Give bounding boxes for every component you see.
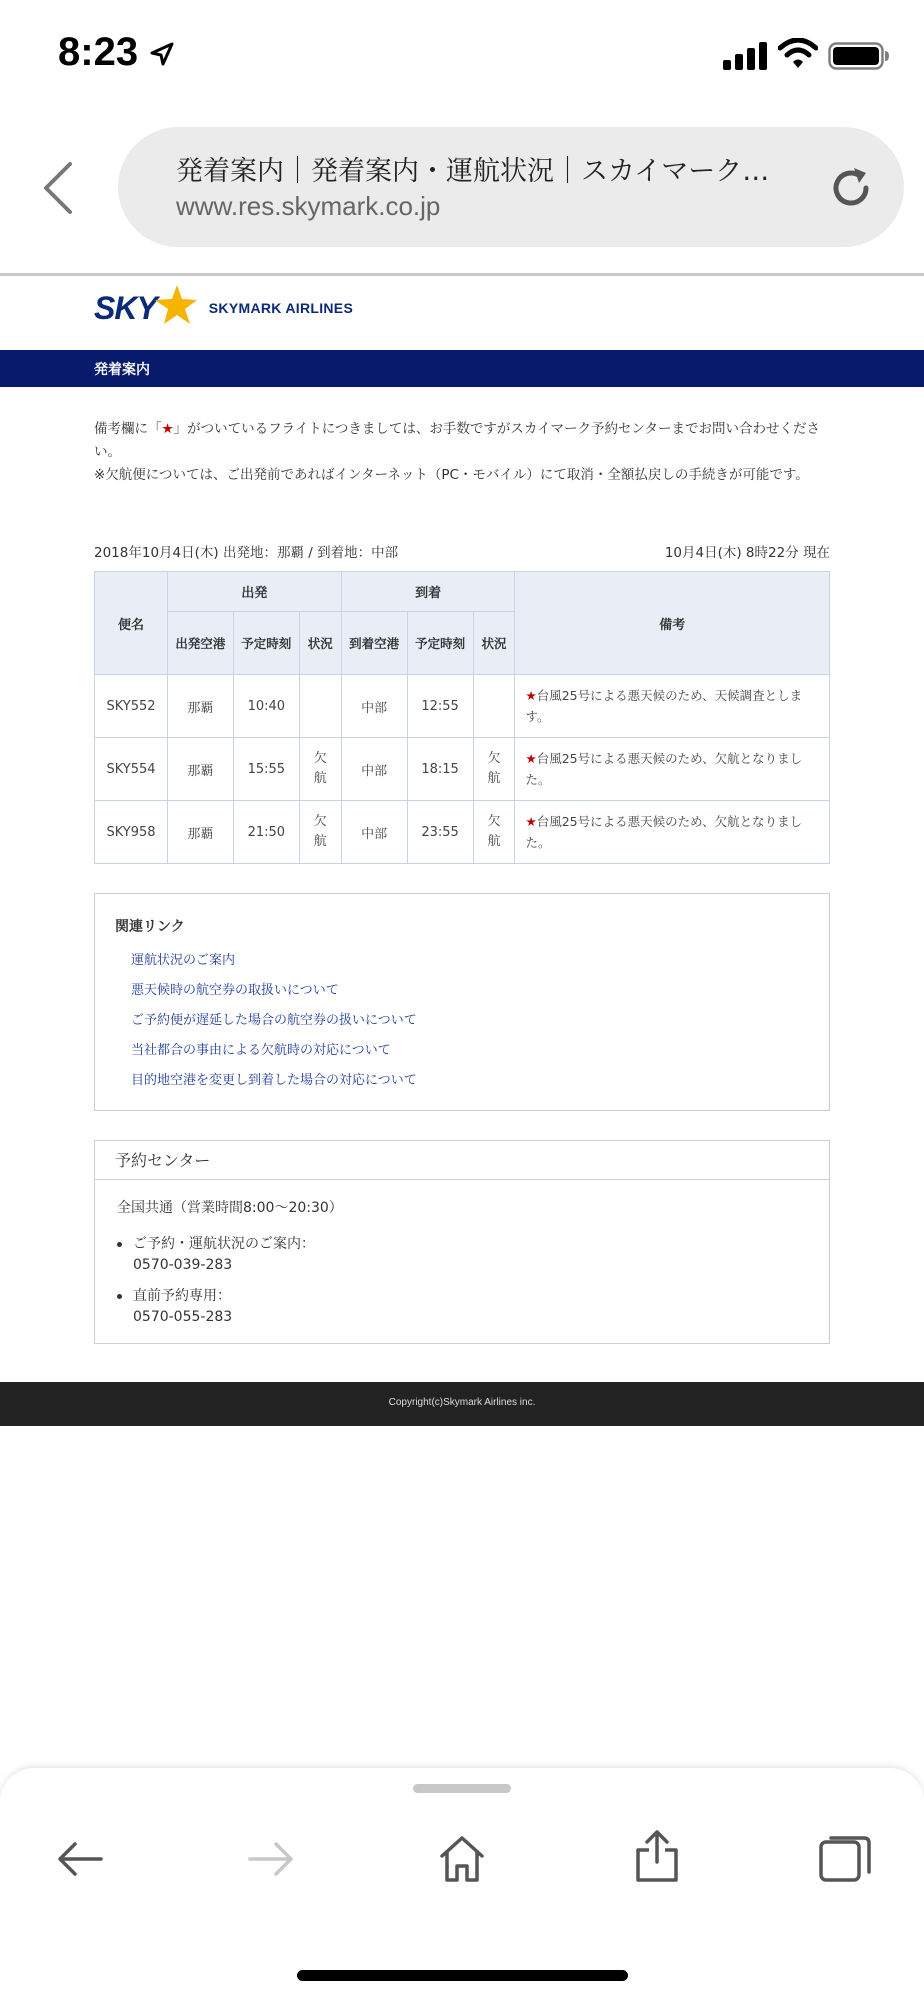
cell-dep-time: 15:55 [233, 738, 299, 801]
home-indicator [297, 1970, 628, 1981]
site-footer [0, 1382, 924, 1426]
reservation-label: ご予約・運航状況のご案内： [133, 1236, 315, 1252]
cell-arr-time: 12:55 [407, 675, 473, 738]
list-item [117, 1286, 315, 1328]
remark-text: 台風25号による悪天候のため、欠航となりました。 [525, 814, 803, 850]
link-bad-weather-tickets[interactable]: 悪天候時の航空券の取扱いについて [131, 983, 339, 998]
cell-flight: SKY958 [95, 801, 168, 864]
list-item [117, 1234, 315, 1276]
browser-toolbar [0, 1768, 924, 2000]
schedule-date-info: 2018年10月4日(木) 出発地：那覇 / 到着地：中部 [94, 545, 399, 561]
cell-arr-time: 23:55 [407, 801, 473, 864]
cell-dep-status [299, 675, 341, 738]
header-arr-status: 状況 [473, 612, 515, 675]
page-nav-bar [0, 350, 924, 387]
location-arrow-icon [150, 42, 174, 66]
link-airport-diversion[interactable]: 目的地空港を変更し到着した場合の対応について [131, 1073, 417, 1088]
cell-dep-time: 21:50 [233, 801, 299, 864]
cell-dep-status [299, 801, 341, 864]
header-arrival: 到着 [341, 572, 515, 612]
skymark-logo[interactable] [94, 288, 353, 328]
page-title: 発着案内 [94, 362, 150, 378]
flight-table [94, 571, 830, 864]
cell-arr-status [473, 738, 515, 801]
table-row [95, 801, 830, 864]
cell-flight: SKY554 [95, 738, 168, 801]
star-mark: ★ [525, 814, 537, 829]
cell-remarks [515, 738, 830, 801]
header-dep-status: 状況 [299, 612, 341, 675]
tabs-icon[interactable] [818, 1834, 872, 1884]
cellular-signal-icon [723, 42, 767, 70]
reservation-hours: 全国共通（営業時間8:00〜20:30） [117, 1200, 343, 1216]
cell-remarks [515, 801, 830, 864]
logo-airlines-text: SKYMARK AIRLINES [208, 300, 354, 316]
battery-icon [828, 42, 890, 70]
cell-arr-airport: 中部 [341, 801, 407, 864]
header-departure: 出発 [167, 572, 341, 612]
arrow-left-icon[interactable] [55, 1834, 105, 1884]
notice-line-1-post: 」がついているフライトにつきましては、お手数ですがスカイマーク予約センターまでお問い合わせください。 [94, 421, 820, 460]
header-arr-airport: 到着空港 [341, 612, 407, 675]
reservation-center-title: 予約センター [95, 1141, 829, 1180]
table-row [95, 738, 830, 801]
cell-arr-airport: 中部 [341, 738, 407, 801]
logo-sky-text: SKY [94, 289, 157, 326]
header-remarks: 備考 [515, 572, 830, 675]
header-dep-airport: 出発空港 [167, 612, 233, 675]
star-logo-icon [153, 285, 197, 325]
copyright-text: Copyright(c)Skymark Airlines inc. [388, 1397, 536, 1408]
table-row [95, 675, 830, 738]
cell-dep-airport: 那覇 [167, 675, 233, 738]
related-links-list [131, 952, 417, 1102]
cell-arr-status [473, 801, 515, 864]
status-time: 8:23 [58, 30, 139, 74]
dep-status-text: 欠航 [313, 751, 327, 786]
notice-text [94, 418, 830, 487]
cell-flight: SKY552 [95, 675, 168, 738]
star-mark: ★ [525, 688, 537, 703]
cell-arr-airport: 中部 [341, 675, 407, 738]
reload-icon[interactable] [828, 165, 874, 211]
link-flight-status[interactable]: 運航状況のご案内 [131, 953, 236, 968]
cell-remarks [515, 675, 830, 738]
status-bar [0, 0, 924, 110]
reservation-phone[interactable]: 0570-055-283 [133, 1309, 233, 1325]
cell-dep-status [299, 738, 341, 801]
browser-page-title: 発着案内｜発着案内・運航状況｜スカイマーク… [176, 156, 770, 187]
notice-line-1-pre: 備考欄に「 [94, 421, 162, 437]
star-mark: ★ [161, 421, 174, 437]
notice-line-2: ※欠航便については、ご出発前であればインターネット（PC・モバイル）にて取消・全額払戻しの手続きが可能です。 [94, 467, 809, 483]
arr-status-text: 欠航 [487, 751, 501, 786]
reservation-list [117, 1234, 315, 1338]
arrow-right-icon[interactable] [246, 1834, 296, 1884]
remark-text: 台風25号による悪天候のため、天候調査とします。 [525, 688, 803, 724]
link-company-cancellation[interactable]: 当社都合の事由による欠航時の対応について [131, 1043, 391, 1058]
share-icon[interactable] [632, 1828, 682, 1884]
browser-divider [0, 273, 924, 276]
cell-dep-time: 10:40 [233, 675, 299, 738]
header-flight: 便名 [95, 572, 168, 675]
related-links-title: 関連リンク [115, 919, 185, 935]
link-delay-tickets[interactable]: ご予約便が遅延した場合の航空券の扱いについて [131, 1013, 417, 1028]
arr-status-text: 欠航 [487, 814, 501, 849]
remark-text: 台風25号による悪天候のため、欠航となりました。 [525, 751, 803, 787]
reservation-center-box [94, 1140, 830, 1344]
wifi-icon [778, 38, 818, 70]
home-icon[interactable] [437, 1834, 487, 1884]
dep-status-text: 欠航 [313, 814, 327, 849]
header-arr-time: 予定時刻 [407, 612, 473, 675]
address-bar[interactable] [118, 127, 904, 247]
star-mark: ★ [525, 751, 537, 766]
cell-arr-status [473, 675, 515, 738]
cell-arr-time: 18:15 [407, 738, 473, 801]
cell-dep-airport: 那覇 [167, 738, 233, 801]
schedule-as-of: 10月4日(木) 8時22分 現在 [664, 545, 830, 561]
sheet-grabber[interactable] [413, 1784, 511, 1793]
header-dep-time: 予定時刻 [233, 612, 299, 675]
notice-line-1 [94, 418, 830, 464]
chevron-left-icon[interactable] [40, 160, 76, 216]
reservation-phone[interactable]: 0570-039-283 [133, 1257, 233, 1273]
cell-dep-airport: 那覇 [167, 801, 233, 864]
related-links-box [94, 893, 830, 1111]
reservation-label: 直前予約専用： [133, 1288, 231, 1304]
browser-url: www.res.skymark.co.jp [176, 191, 441, 221]
